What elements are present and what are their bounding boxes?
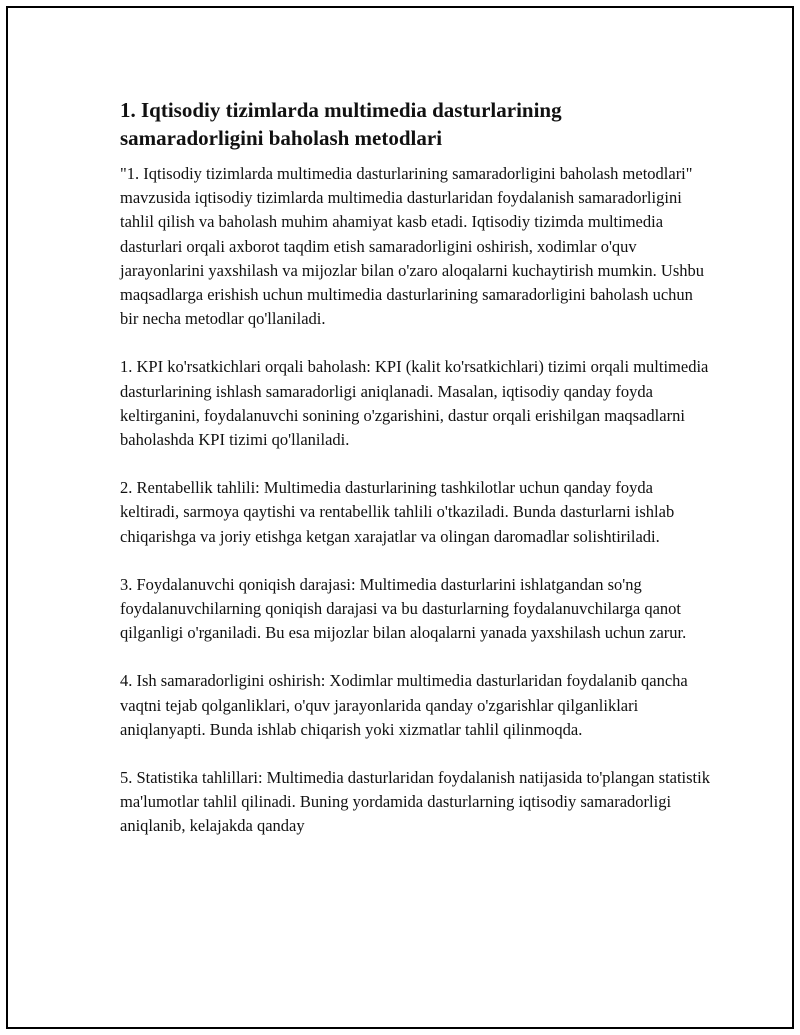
page-frame (6, 6, 794, 1029)
satisfaction-paragraph: 3. Foydalanuvchi qoniqish darajasi: Multimedia dasturlarini ishlatgandan so'ng foydalanuvchilarning qoniqish darajasi va bu dasturlarning foydalanuvchilarga qanot qilganligi o'rganiladi. Bu esa mijozlar bilan aloqalarni yanada yaxshilash uchun zarur. (120, 574, 687, 643)
kpi-paragraph: 1. KPI ko'rsatkichlari orqali baholash: KPI (kalit ko'rsatkichlari) tizimi orqali multimedia dasturlarining ishlash samaradorligi aniqlanadi. Masalan, iqtisodiy qanday foyda keltirganini, foydalanuvchi sonining o'zgarishini, dastur orqali erishilgan maqsadlarni baholashda KPI tizimi qo'llaniladi. (120, 357, 709, 450)
efficiency-paragraph: 4. Ish samaradorligini oshirish: Xodimlar multimedia dasturlaridan foydalanib qancha vaqtni tejab qolganliklari, o'quv jarayonlarida qanday o'zgarishlar qilganliklari aniqlanyapti. Bunda ishlab chiqarish yoki xizmatlar tahlil qilinmoqda. (120, 671, 688, 739)
statistics-paragraph: 5. Statistika tahlillari: Multimedia dasturlaridan foydalanish natijasida to'plangan statistik ma'lumotlar tahlil qilinadi. Buning yordamida dasturlarning iqtisodiy samaradorligi aniqlanib, kelajakda qanday (120, 768, 710, 836)
profitability-paragraph: 2. Rentabellik tahlili: Multimedia dasturlarining tashkilotlar uchun qanday foyda keltiradi, sarmoya qaytishi va rentabellik tahlili o'tkaziladi. Bunda dasturlarni ishlab chiqarishga va joriy etishga ketgan xarajatlar va olingan daromadlar solishtiriladi. (120, 478, 675, 546)
document-heading: 1. Iqtisodiy tizimlarda multimedia dasturlarining samaradorligini baholash metodlari (120, 98, 562, 150)
document-body (120, 96, 710, 839)
intro-paragraph: "1. Iqtisodiy tizimlarda multimedia dasturlarining samaradorligini baholash metodlari" mavzusida iqtisodiy tizimlarda multimedia dasturlaridan foydalanish samaradorligini tahlil qilish va baholash muhim ahamiyat kasb etadi. Iqtisodiy tizimda multimedia dasturlari orqali axborot taqdim etish samaradorligini oshirish, xodimlar o'quv jarayonlarini yaxshilash va mijozlar bilan o'zaro aloqalarni kuchaytirish mumkin. Ushbu maqsadlarga erishish uchun multimedia dasturlarining samaradorligini baholash uchun bir necha metodlar qo'llaniladi. (120, 164, 704, 329)
